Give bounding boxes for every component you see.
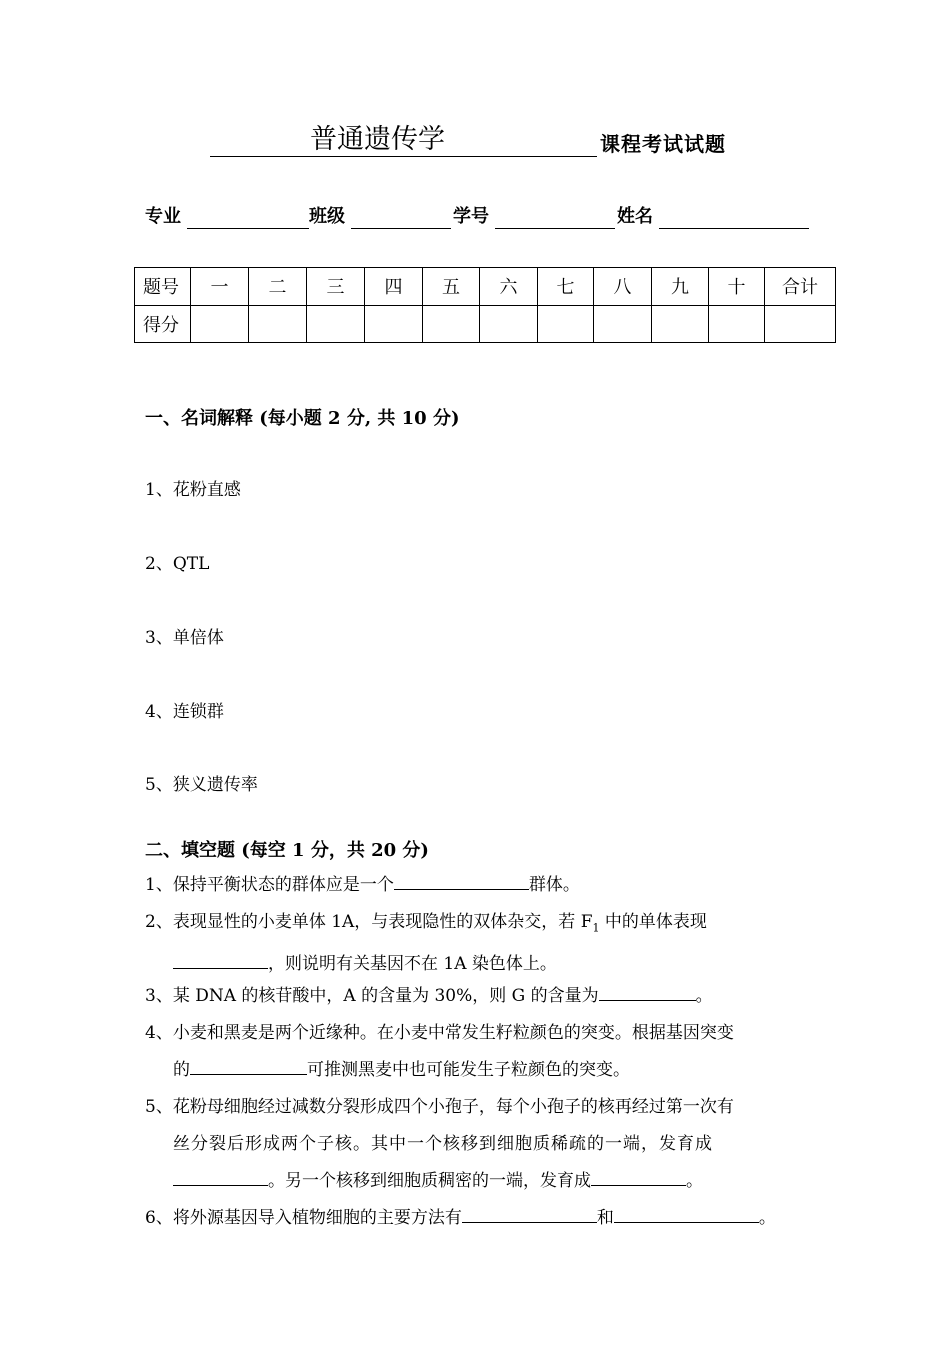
table-header-cell: 九 [652, 268, 709, 306]
table-header-cell: 合计 [765, 268, 836, 306]
score-cell[interactable] [423, 305, 480, 343]
fill-question-2 [145, 904, 810, 983]
question-text: 群体。 [528, 875, 580, 895]
score-cell[interactable] [249, 305, 307, 343]
fill-question-3 [145, 978, 810, 1015]
major-label: 专业 [145, 206, 181, 227]
score-cell[interactable] [709, 305, 765, 343]
table-header-cell: 十 [709, 268, 765, 306]
score-row [135, 305, 836, 343]
question-text: 6、将外源基因导入植物细胞的主要方法有 [145, 1208, 462, 1228]
table-header-cell: 五 [423, 268, 480, 306]
section-2-title: 二、填空题 (每空 1 分，共 20 分) [145, 840, 429, 861]
class-label: 班级 [309, 206, 345, 227]
score-cell[interactable] [538, 305, 594, 343]
class-field[interactable] [351, 228, 451, 229]
question-text: 5、花粉母细胞经过减数分裂形成四个小孢子，每个小孢子的核再经过第一次有 [145, 1097, 734, 1117]
table-header-cell: 二 [249, 268, 307, 306]
fill-question-1 [145, 867, 810, 904]
table-header-cell: 三 [307, 268, 365, 306]
answer-blank[interactable] [462, 1202, 597, 1223]
title-suffix: 课程考试试题 [600, 132, 726, 156]
question-text: 和 [596, 1208, 614, 1228]
name-field[interactable] [659, 228, 809, 229]
term-item: 5、狭义遗传率 [145, 775, 258, 795]
table-header-cell: 一 [191, 268, 249, 306]
question-number-row [135, 268, 836, 306]
term-item: 1、花粉直感 [145, 480, 241, 500]
student-info-row [145, 204, 825, 234]
score-label: 得分 [135, 305, 191, 343]
table-header-cell: 八 [594, 268, 652, 306]
question-text: 可推测黑麦中也可能发生子粒颜色的突变。 [307, 1060, 630, 1080]
score-cell[interactable] [365, 305, 423, 343]
question-text: 1、保持平衡状态的群体应是一个 [145, 875, 394, 895]
answer-blank[interactable] [173, 948, 268, 969]
fill-question-4 [145, 1015, 810, 1089]
answer-blank[interactable] [173, 1165, 268, 1186]
table-header-cell: 七 [538, 268, 594, 306]
question-text: 。另一个核移到细胞质稠密的一端，发育成 [268, 1171, 591, 1191]
question-text: 3、某 DNA 的核苷酸中，A 的含量为 30%，则 G 的含量为 [145, 986, 599, 1006]
answer-blank[interactable] [591, 1165, 686, 1186]
question-text: 。 [758, 1208, 776, 1228]
term-item: 4、连锁群 [145, 702, 224, 722]
fill-question-5 [145, 1089, 810, 1200]
score-cell[interactable] [765, 305, 836, 343]
question-text: 2、表现显性的小麦单体 1A，与表现隐性的双体杂交，若 F [145, 912, 593, 932]
name-label: 姓名 [617, 206, 653, 227]
question-text: 。 [695, 986, 713, 1006]
score-table [134, 267, 836, 343]
subscript: 1 [592, 921, 600, 935]
question-text: 。 [686, 1171, 703, 1191]
student-id-field[interactable] [495, 228, 615, 229]
answer-blank[interactable] [614, 1202, 759, 1223]
question-text: 丝分裂后形成两个子核。其中一个核移到细胞质稀疏的一端，发育成 [173, 1134, 713, 1154]
exam-title [210, 122, 810, 162]
course-name: 普通遗传学 [310, 124, 445, 155]
score-cell[interactable] [191, 305, 249, 343]
question-text: ，则说明有关基因不在 1A 染色体上。 [268, 954, 557, 975]
table-header-cell: 四 [365, 268, 423, 306]
question-text: 中的单体表现 [599, 912, 707, 932]
score-cell[interactable] [594, 305, 652, 343]
student-id-label: 学号 [453, 206, 489, 227]
score-cell[interactable] [652, 305, 709, 343]
table-header-cell: 六 [480, 268, 538, 306]
score-cell[interactable] [307, 305, 365, 343]
answer-blank[interactable] [394, 869, 529, 890]
term-item: 2、QTL [145, 554, 210, 574]
question-text: 4、小麦和黑麦是两个近缘种。在小麦中常发生籽粒颜色的突变。根据基因突变 [145, 1023, 734, 1043]
answer-blank[interactable] [599, 980, 696, 1001]
fill-question-6 [145, 1200, 810, 1237]
section-1-title: 一、名词解释 (每小题 2 分, 共 10 分) [145, 408, 460, 429]
answer-blank[interactable] [190, 1054, 307, 1075]
question-text: 的 [173, 1060, 190, 1080]
score-cell[interactable] [480, 305, 538, 343]
major-field[interactable] [187, 228, 309, 229]
question-number-label: 题号 [135, 268, 191, 306]
term-item: 3、单倍体 [145, 628, 224, 648]
